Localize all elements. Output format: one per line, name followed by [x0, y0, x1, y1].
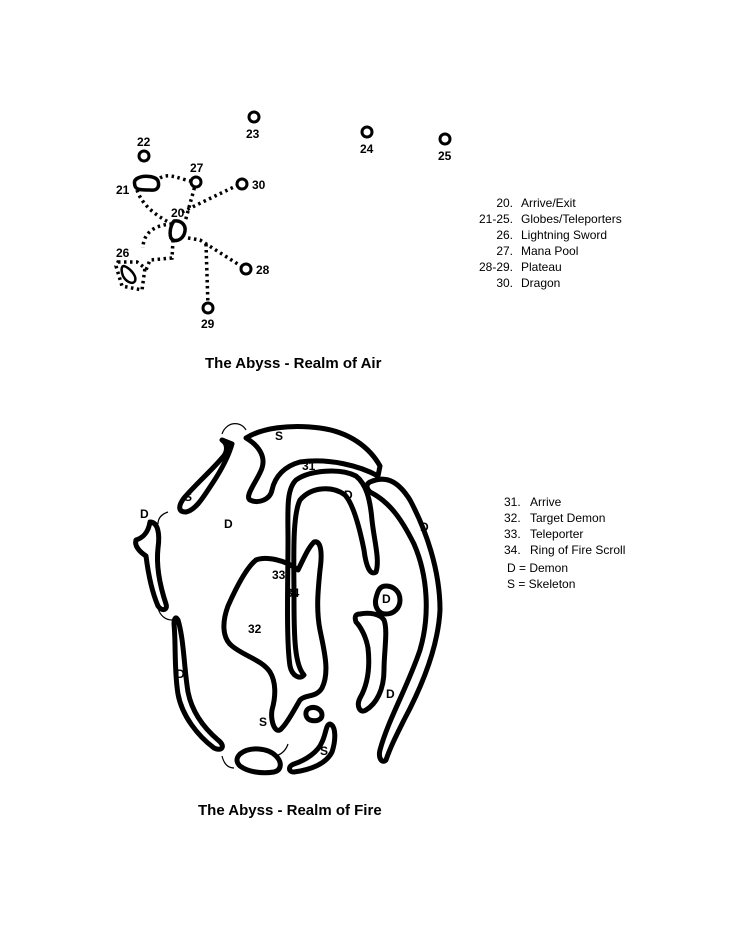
- air-label-25: 25: [438, 149, 452, 163]
- fire-demon-marker: D: [344, 488, 353, 502]
- fire-arrow-upper-left: [158, 512, 168, 524]
- fire-legend-num: 31.: [504, 495, 521, 509]
- air-legend-num: 27.: [496, 244, 513, 258]
- fire-map: [136, 424, 440, 773]
- air-legend-text: Mana Pool: [521, 244, 579, 258]
- fire-label-32: 32: [248, 622, 262, 636]
- air-map: [116, 112, 452, 331]
- fire-label-34: 34: [286, 586, 300, 600]
- air-legend-text: Globes/Teleporters: [521, 212, 622, 226]
- air-legend-num: 21-25.: [478, 212, 513, 226]
- fire-arrow-bottom-center: [276, 744, 288, 756]
- fire-label-31: 31: [302, 459, 316, 473]
- fire-wall-inner-right: [288, 471, 378, 677]
- fire-demon-marker: D: [224, 517, 233, 531]
- fire-key-demon: D = Demon: [507, 561, 569, 575]
- fire-skeleton-marker: S: [259, 715, 268, 729]
- fire-skeleton-marker: S: [320, 744, 329, 758]
- fire-small-oval: [306, 707, 322, 720]
- blob-20: [170, 221, 185, 241]
- air-legend-num: 28-29.: [478, 260, 513, 274]
- fire-legend-text: Ring of Fire Scroll: [530, 543, 626, 557]
- fire-legend: [504, 495, 625, 591]
- air-label-23: 23: [246, 127, 260, 141]
- fire-demon-marker: D: [176, 667, 185, 681]
- air-legend-text: Arrive/Exit: [521, 196, 576, 210]
- globe-22: [139, 151, 149, 161]
- fire-skeleton-marker: S: [184, 490, 193, 504]
- fire-demon-marker: D: [382, 592, 391, 606]
- fire-wall-outer-right: [367, 479, 440, 761]
- fire-wall-left-claw: [136, 522, 167, 610]
- blob-21: [134, 176, 158, 190]
- air-legend-text: Dragon: [521, 276, 561, 290]
- node-30: [237, 179, 247, 189]
- air-legend-num: 26.: [496, 228, 513, 242]
- air-legend-num: 20.: [496, 196, 513, 210]
- fire-demon-marker: D: [140, 507, 149, 521]
- air-label-28: 28: [256, 263, 270, 277]
- fire-demon-marker: D: [420, 520, 429, 534]
- air-label-22: 22: [137, 135, 151, 149]
- blob-26: [122, 266, 136, 283]
- globe-25: [440, 134, 450, 144]
- air-map-title: The Abyss - Realm of Air: [205, 355, 382, 372]
- node-29: [203, 303, 213, 313]
- fire-skeleton-marker: S: [275, 429, 284, 443]
- fire-demon-marker: D: [386, 687, 395, 701]
- fire-label-33: 33: [272, 568, 286, 582]
- air-label-21: 21: [116, 183, 130, 197]
- fire-wall-left-lower: [174, 618, 222, 749]
- fire-wall-inner-right-lower: [355, 613, 386, 711]
- fire-legend-num: 34.: [504, 543, 521, 557]
- globe-23: [249, 112, 259, 122]
- globe-24: [362, 127, 372, 137]
- air-label-27: 27: [190, 161, 204, 175]
- air-legend-num: 30.: [496, 276, 513, 290]
- fire-legend-text: Target Demon: [530, 511, 606, 525]
- node-27: [191, 177, 201, 187]
- fire-legend-num: 32.: [504, 511, 521, 525]
- fire-arrow-top: [222, 424, 246, 434]
- fire-legend-text: Arrive: [530, 495, 562, 509]
- fire-legend-text: Teleporter: [530, 527, 584, 541]
- air-label-24: 24: [360, 142, 374, 156]
- air-legend-text: Plateau: [521, 260, 562, 274]
- air-label-20: 20: [171, 206, 185, 220]
- air-label-30: 30: [252, 178, 266, 192]
- air-legend-text: Lightning Sword: [521, 228, 608, 242]
- fire-wall-bottom-blob: [237, 749, 280, 773]
- fire-arrow-bottom-left: [222, 756, 234, 768]
- air-label-26: 26: [116, 246, 130, 260]
- air-label-29: 29: [201, 317, 215, 331]
- fire-legend-num: 33.: [504, 527, 521, 541]
- air-legend: [479, 196, 622, 290]
- fire-key-skeleton: S = Skeleton: [507, 577, 576, 591]
- node-28: [241, 264, 251, 274]
- fire-map-title: The Abyss - Realm of Fire: [198, 802, 382, 819]
